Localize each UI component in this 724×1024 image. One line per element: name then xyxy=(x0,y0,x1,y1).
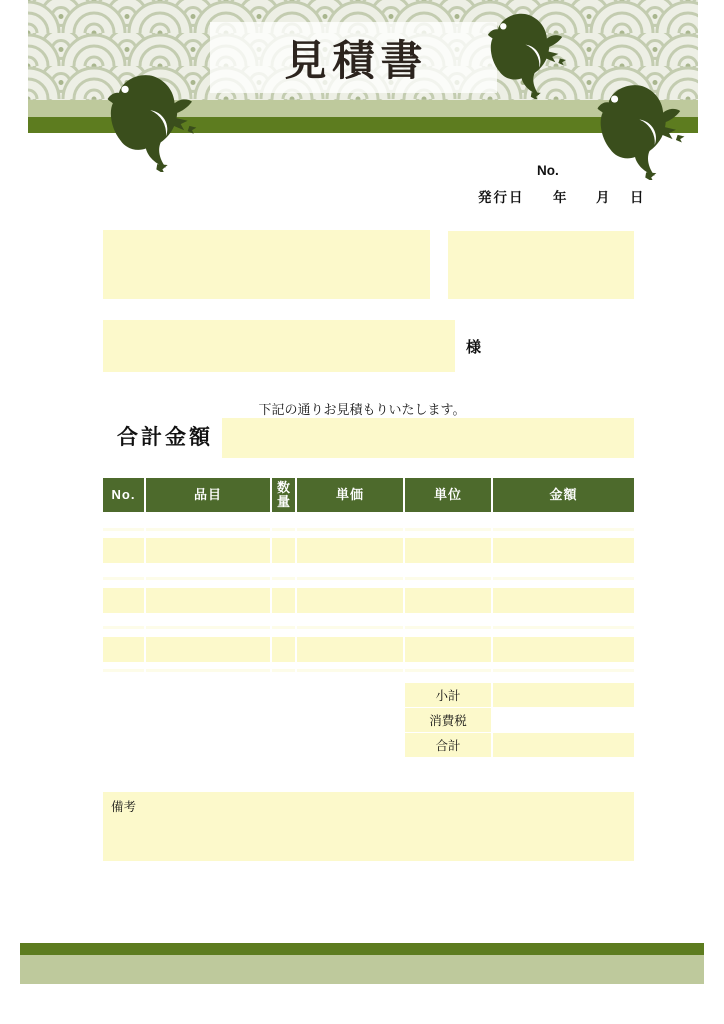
tax-value[interactable] xyxy=(493,708,634,732)
grand-total-label: 合計 xyxy=(405,733,491,757)
remarks-label: 備考 xyxy=(111,800,137,814)
cell-qty[interactable] xyxy=(272,588,295,613)
tax-label: 消費税 xyxy=(405,708,491,732)
plover-bird-icon xyxy=(487,11,567,99)
table-row xyxy=(103,538,634,563)
cell-no[interactable] xyxy=(103,637,144,662)
subtotal-label: 小計 xyxy=(405,683,491,707)
col-header-amount: 金額 xyxy=(493,478,634,512)
greeting-text: 下記の通りお見積もりいたします。 xyxy=(258,402,466,417)
cell-qty[interactable] xyxy=(272,637,295,662)
col-header-qty: 数量 xyxy=(272,478,295,512)
cell-amount[interactable] xyxy=(493,637,634,662)
col-header-no: No. xyxy=(103,478,144,512)
row-separator xyxy=(103,669,634,672)
issuer-info-field[interactable] xyxy=(103,230,430,299)
row-separator xyxy=(103,577,634,580)
plover-bird-icon xyxy=(596,82,686,180)
table-row xyxy=(103,588,634,613)
cell-amount[interactable] xyxy=(493,538,634,563)
title-box xyxy=(210,22,497,93)
issuer-sub-field[interactable] xyxy=(448,231,634,299)
cell-unit-price[interactable] xyxy=(297,588,403,613)
cell-amount[interactable] xyxy=(493,588,634,613)
row-separator xyxy=(103,626,634,629)
subtotal-value[interactable] xyxy=(493,683,634,707)
footer-sage-band xyxy=(20,955,704,984)
cell-no[interactable] xyxy=(103,538,144,563)
cell-item[interactable] xyxy=(146,538,270,563)
issue-date-label: 発行日 xyxy=(478,190,525,205)
day-label: 日 xyxy=(630,190,644,205)
cell-no[interactable] xyxy=(103,588,144,613)
cell-item[interactable] xyxy=(146,637,270,662)
total-amount-field[interactable] xyxy=(222,418,634,458)
month-label: 月 xyxy=(596,190,610,205)
col-header-unit-price: 単価 xyxy=(297,478,403,512)
col-header-unit: 単位 xyxy=(405,478,491,512)
year-label: 年 xyxy=(553,190,567,205)
cell-qty[interactable] xyxy=(272,538,295,563)
cell-unit[interactable] xyxy=(405,588,491,613)
table-row xyxy=(103,637,634,662)
cell-item[interactable] xyxy=(146,588,270,613)
honorific-label: 様 xyxy=(466,339,482,356)
cell-unit[interactable] xyxy=(405,637,491,662)
no-label: No. xyxy=(537,163,559,178)
grand-total-value[interactable] xyxy=(493,733,634,757)
col-header-item: 品目 xyxy=(146,478,270,512)
total-amount-label: 合計金額 xyxy=(117,426,213,449)
table-header-row xyxy=(103,478,634,512)
row-separator xyxy=(103,528,634,531)
cell-unit-price[interactable] xyxy=(297,637,403,662)
cell-unit-price[interactable] xyxy=(297,538,403,563)
footer-olive-band xyxy=(20,943,704,955)
cell-unit[interactable] xyxy=(405,538,491,563)
client-name-field[interactable] xyxy=(103,320,455,372)
remarks-field[interactable] xyxy=(103,792,634,861)
plover-bird-icon xyxy=(106,72,198,172)
page-title: 見積書 xyxy=(284,36,429,84)
